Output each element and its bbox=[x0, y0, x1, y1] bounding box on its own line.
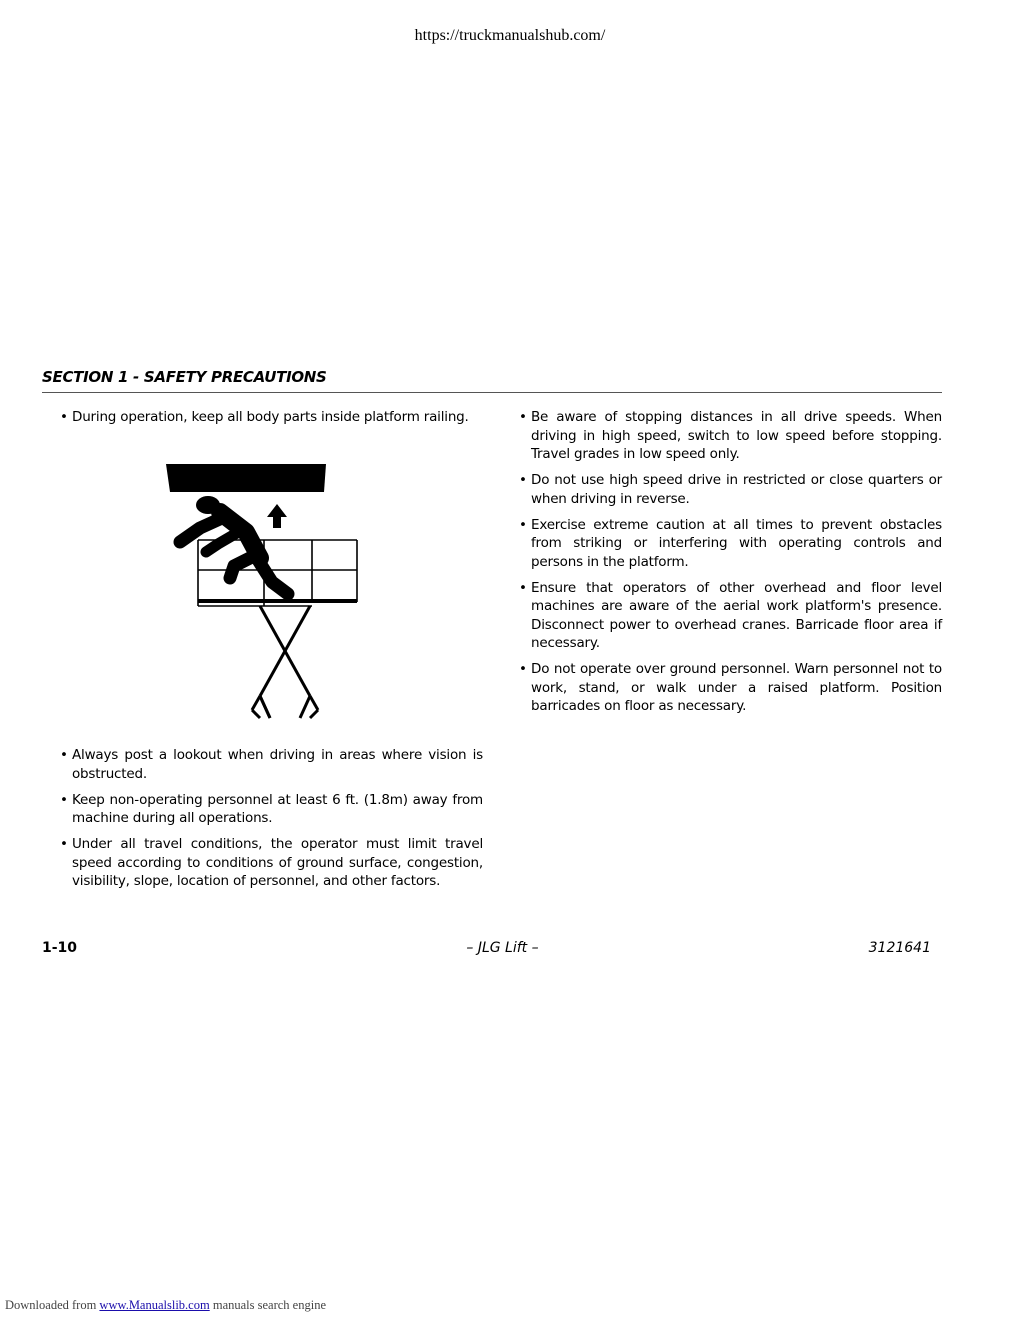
bullet-item: • Do not use high speed drive in restricted or close quarters or when driving in reverse. bbox=[516, 471, 942, 508]
download-note bbox=[5, 1298, 326, 1313]
download-suffix: manuals search engine bbox=[212, 1298, 326, 1312]
bullet-item: • Keep non-operating personnel at least 6 ft. (1.8m) away from machine during all operations. bbox=[57, 791, 483, 828]
document-number: 3121641 bbox=[868, 940, 931, 956]
left-bottom-bullet-list bbox=[57, 746, 483, 898]
section-title: SECTION 1 - SAFETY PRECAUTIONS bbox=[42, 368, 327, 386]
header-rule bbox=[42, 392, 942, 393]
bullet-item: • During operation, keep all body parts inside platform railing. bbox=[57, 408, 483, 427]
footer-title: – JLG Lift – bbox=[466, 940, 539, 956]
bullet-item: • Exercise extreme caution at all times to prevent obstacles from striking or interfering with operating controls and persons in the platform. bbox=[516, 516, 942, 572]
download-prefix: Downloaded from bbox=[5, 1298, 97, 1312]
page-number: 1-10 bbox=[42, 940, 78, 956]
manualslib-link[interactable]: www.Manualslib.com bbox=[99, 1298, 210, 1312]
bullet-item: • Do not operate over ground personnel. Warn personnel not to work, stand, or walk under a raised platform. Position barricades on floor as necessary. bbox=[516, 660, 942, 716]
bullet-item: • Ensure that operators of other overhead and floor level machines are aware of the aerial work platform's presence. Disconnect power to overhead cranes. Barricade floor area if necessary. bbox=[516, 579, 942, 653]
bullet-item: • Be aware of stopping distances in all drive speeds. When driving in high speed, switch to low speed before stopping. Travel grades in low speed only. bbox=[516, 408, 942, 464]
bullet-item: • Always post a lookout when driving in areas where vision is obstructed. bbox=[57, 746, 483, 783]
crush-hazard-icon bbox=[160, 460, 370, 722]
bullet-item: • Under all travel conditions, the operator must limit travel speed according to conditions of ground surface, congestion, visibility, slope, location of personnel, and other factors. bbox=[57, 835, 483, 891]
right-bullet-list bbox=[516, 408, 942, 723]
left-top-bullet-list bbox=[57, 408, 483, 434]
source-url: https://truckmanualshub.com/ bbox=[414, 27, 606, 44]
